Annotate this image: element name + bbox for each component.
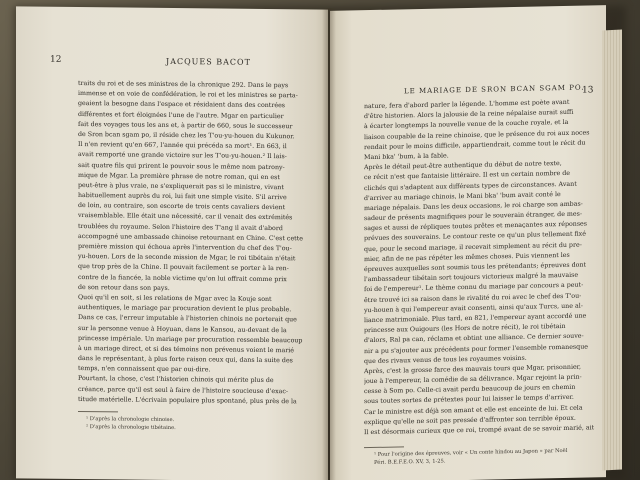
left-footnotes bbox=[86, 415, 176, 432]
text-line: ce récit n'est que fantaisie littéraire. Il est un certain nombre de bbox=[364, 170, 570, 182]
text-line: différentes et fort éloignées l'une de l'autre. Mgar en particulier bbox=[78, 110, 284, 120]
text-line: princesse aux Ouigours (les Hors de notre récit), le roi tibétain bbox=[364, 323, 566, 335]
text-line: mier, afin de ne pas répéter les mêmes choses. Puis viennent les bbox=[364, 251, 570, 263]
text-line: Il n'en revient qu'en 667, l'année qui précéda sa mort¹. En 663, il bbox=[78, 141, 287, 151]
page-stack-edge bbox=[602, 29, 622, 470]
left-page-number: 12 bbox=[50, 54, 62, 65]
text-line: foi de l'empereur¹. Le thème connu du mariage par concours a peut- bbox=[364, 281, 584, 294]
text-line: que trop près de la Chine. Il pouvait facilement se porter à la ren- bbox=[78, 263, 289, 273]
book-gutter bbox=[322, 8, 336, 480]
text-line: l'ambassadeur tibétain sort toujours victorieux malgré la mauvaise bbox=[364, 271, 579, 284]
text-line: à un mariage direct, et si des témoins non prévenus voient le marié bbox=[78, 344, 294, 355]
text-line: première mission qui échoua après l'intervention du chef des T'ou- bbox=[78, 243, 292, 253]
text-line: authentiques, le mariage par procuration devient le plus probable. bbox=[78, 304, 292, 314]
text-line: accompagné une ambassade chinoise retournant en Chine. C'est cette bbox=[78, 232, 303, 243]
text-line: geaient la besogne dans l'espace et résidaient dans des contrées bbox=[78, 100, 286, 110]
text-line: sages et aussi de répliques toutes prêtes et menaçantes aux réponses bbox=[364, 220, 588, 233]
left-footnote-rule bbox=[78, 411, 118, 412]
text-line: Il est désormais curieux que ce roi, trompé avant de se savoir marié, ait bbox=[364, 424, 595, 437]
text-line: temps, n'en connaissent que par oui-dire. bbox=[78, 365, 211, 374]
text-line: d'arriver au mariage chinois, le Mani bka' 'bum avait conté le bbox=[364, 190, 561, 202]
text-line: sadeur de présents magnifiques pour le souverain étranger, de mes- bbox=[364, 210, 582, 223]
text-line: liaison coupable de la reine chinoise, que le présence du roi aux noces bbox=[364, 129, 590, 141]
text-line: mariage népalais. Dans les deux occasions, le roi charge son ambas- bbox=[364, 200, 583, 213]
text-line: Après le détail peut-être authentique du début de notre texte, bbox=[364, 160, 562, 172]
text-line: avait remporté une grande victoire sur les T'ou-yu-houen.² Il lais- bbox=[78, 151, 287, 161]
footnote: Péri. B.E.F.E.O. XV, 3, 1-25. bbox=[374, 458, 446, 466]
text-line: sait quatre fils qui prirent le pouvoir sous le même nom patrony- bbox=[78, 161, 285, 171]
text-line: cesse à Som po. Celle-ci avait perdu beaucoup de jours en chemin bbox=[364, 384, 576, 396]
text-line: dans le représentant, à plus forte raison ceux qui, dans la suite des bbox=[78, 355, 293, 365]
text-line: nature, fera d'abord parler la légende. L'homme est poète avant bbox=[364, 98, 570, 111]
text-line: d'être historien. Alors la jalousie de la reine népalaise aurait suffi bbox=[364, 108, 574, 121]
footnote: ¹ Pour l'origine des épreuves, voir « Un conte hindou au Japon » par Noël bbox=[374, 447, 568, 458]
text-line: d'alors, Ral pa can, réclama et obtint une alliance. Ce dernier souve- bbox=[364, 332, 584, 345]
text-line: Dans ce cas, l'erreur imputable à l'historien chinois ne porterait que bbox=[78, 314, 297, 324]
text-line: mique de Mgar. La première phrase de notre roman, qui en est bbox=[78, 171, 280, 181]
text-line: Mani bka' 'bum, à la fable. bbox=[364, 152, 449, 162]
footnote: ¹ D'après la chronologie chinoise. bbox=[86, 416, 175, 424]
left-body-text bbox=[78, 79, 314, 407]
text-line: explique qu'elle ne soit pas pressée d'affronter son terrible époux. bbox=[364, 414, 576, 426]
text-line: que, pour le second mariage, il recevait simplement au récit du pre- bbox=[364, 241, 582, 253]
text-line: yu-houen. Lors de la seconde mission de Mgar, le roi tibétain n'était bbox=[78, 253, 296, 263]
text-line: fait des voyages tous les ans et, à partir de 660, sous le successeur bbox=[78, 120, 293, 131]
text-line: clichés qui s'adaptent aux différents types de circonstances. Avant bbox=[364, 180, 577, 192]
right-page-number: 13 bbox=[582, 85, 594, 96]
text-line: Pourtant, la chose, c'est l'historien chinois qui mérite plus de bbox=[78, 375, 274, 385]
right-footnote-rule bbox=[364, 446, 404, 448]
text-line: titude matérielle. L'écrivain populaire plus spontané, plus près de la bbox=[78, 395, 297, 406]
text-line: sur la personne venue à Hoyuan, dans le Kansou, au-devant de la bbox=[78, 324, 287, 334]
text-line: habituellement auprès du roi, lui fait une simple visite. S'il arrive bbox=[78, 192, 287, 202]
text-line: traits du roi et de ses ministres de la chronique 292. Dans le pays bbox=[78, 80, 289, 90]
text-line: Car le ministre est déjà son amant et elle est enceinte de lui. Et cela bbox=[364, 404, 583, 416]
text-line: immense et on voie de confédération, le roi et les ministres se parta- bbox=[78, 90, 298, 100]
right-footnotes bbox=[374, 447, 567, 467]
right-body-text bbox=[364, 97, 600, 438]
text-line: à écarter longtemps la nouvelle venue de la couche royale, et la bbox=[364, 119, 569, 131]
text-line: troublées du royaume. Selon l'histoire des T'ang il avait d'abord bbox=[78, 222, 283, 232]
text-line: sous toutes sortes de prétextes pour lui laisser le temps d'arriver. bbox=[364, 394, 574, 406]
text-line: épreuves auxquelles sont soumis tous les prétendants; épreuves dont bbox=[364, 261, 586, 274]
text-line: liance matrimoniale. Plus tard, en 821, l'empereur ayant accordé une bbox=[364, 312, 587, 325]
text-line: contre de la fiancée, la noble victime qu'on lui offrait comme prix bbox=[78, 273, 287, 283]
text-line: de loin, au contraire, son escorte de trois cents cavaliers devient bbox=[78, 202, 286, 212]
text-line: joue à l'empereur, la comédie de sa délivrance. Mgar rejoint la prin- bbox=[364, 373, 582, 386]
text-line: Après, c'est la grosse farce des mauvais tours que Mgar, prisonnier, bbox=[364, 363, 582, 376]
footnote: ² D'après la chronologie tibétaine. bbox=[86, 424, 176, 432]
left-running-head: JACQUES BACOT bbox=[166, 56, 251, 67]
text-line: prévues des souverains. Le contour reste ce qu'un plus tellement fixé bbox=[364, 230, 586, 243]
text-line: peut-être à plus vraie, ne s'expliquerait pas si le ministre, vivant bbox=[78, 181, 284, 192]
text-line: vraisemblable. Elle était une nécessité, car il venait des extrémités bbox=[78, 212, 293, 222]
text-line: être trouvé ici sa raison dans le rivalité du roi avec le chef des T'ou- bbox=[364, 292, 582, 304]
text-line: de son retour dans son pays. bbox=[78, 283, 170, 292]
text-line: rendait pour le moins difficile, appartiendrait, comme tout le récit du bbox=[364, 139, 586, 151]
text-line: que des rivaux venus de tous les royaumes voisins. bbox=[364, 354, 527, 365]
left-page bbox=[16, 6, 328, 480]
text-line: nir a pu s'ajouter aux précédents pour former l'ensemble romanesque bbox=[364, 342, 588, 355]
right-running-head: LE MARIAGE DE SRON BCAN SGAM PO. bbox=[404, 83, 585, 96]
text-line: de Sron bcan sgam po, il réside chez les T'ou-yu-houen du Kukunor. bbox=[78, 130, 295, 141]
text-line: Quoi qu'il en soit, si les relations de Mgar avec la Kouje sont bbox=[78, 293, 272, 303]
text-line: princesse impériale. Un mariage par procuration ressemble beaucoup bbox=[78, 334, 303, 345]
text-line: yu-houen à qui l'empereur avait consenti, ainsi qu'aux Turcs, une al- bbox=[364, 302, 583, 314]
right-page bbox=[330, 5, 606, 480]
text-line: créance, parce qu'il est seul à faire de l'histoire soucieuse d'exac- bbox=[78, 385, 289, 395]
